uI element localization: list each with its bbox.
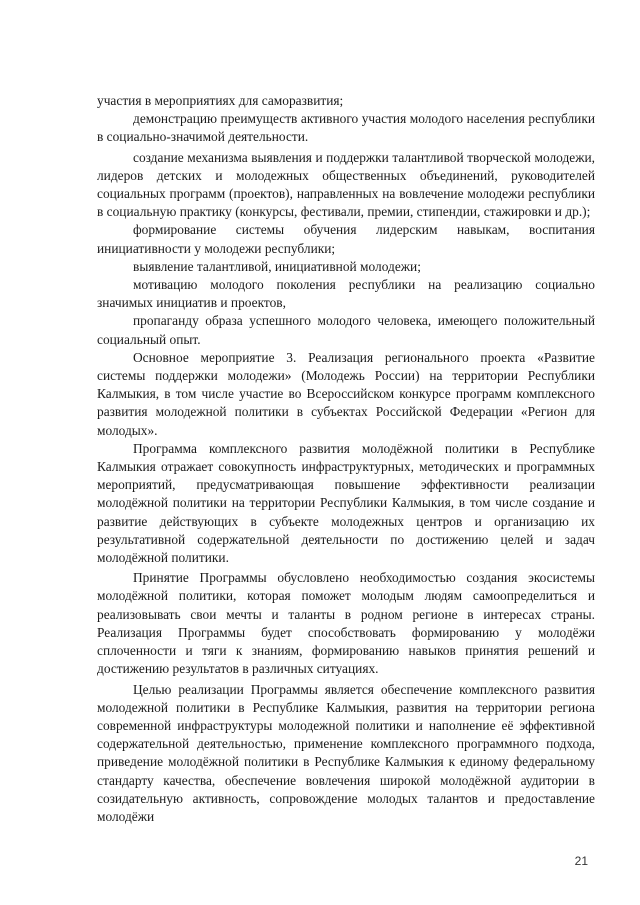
paragraph-main-activity: Основное мероприятие 3. Реализация регионального проекта «Развитие системы поддержки молодежи» (Молодежь России) на территории Республики Калмыкия, в том числе участие во Всероссийском конкурсе программ комплексного развития молодежной политики в субъектах Российской Федерации «Регион для молодых».	[97, 349, 595, 438]
paragraph-list-item: выявление талантливой, инициативной молодежи;	[133, 258, 421, 274]
paragraph-list-item: мотивацию молодого поколения республики на реализацию социально значимых инициатив и проектов,	[97, 277, 595, 311]
paragraph-adoption: Принятие Программы обусловлено необходимостью создания экосистемы молодёжной политики, которая поможет молодым людям самоопределиться и реализовывать свои мечты и таланты в родном регионе в интересах страны. Реализация Программы будет способствовать формированию у молодёжи сплоченности и тяги к знаниям, формированию навыков принятия решений и достижению результатов в различных ситуациях.	[97, 570, 595, 677]
paragraph-program: Программа комплексного развития молодёжной политики в Республике Калмыкия отражает совокупность инфраструктурных, методических и программных мероприятий, предусматривающая повышение эффективности реализации молодёжной политики на территории Республики Калмыкия, в том числе создание и развитие действующих в субъекте молодежных центров и организацию их результативной содержательной деятельности по достижению целей и задач молодёжной политики.	[97, 440, 595, 566]
paragraph-goal: Целью реализации Программы является обеспечение комплексного развития молодежной политики в Республике Калмыкия, развития на территории региона современной инфраструктуры молодежной политики и наполнение её эффективной содержательной деятельностью, применение комплексного программного подхода, приведение молодёжной политики в Республике Калмыкия к единому федеральному стандарту качества, обеспечение вовлечения широкой молодёжной аудитории в созидательную активность, сопровождение молодых талантов и предоставление молодёжи	[97, 681, 595, 824]
paragraph-list-item: формирование системы обучения лидерским навыкам, воспитания инициативности у молодежи республики;	[97, 222, 595, 256]
paragraph-continuation: участия в мероприятиях для саморазвития;	[97, 93, 344, 108]
document-page	[97, 92, 595, 826]
paragraph-list-item: создание механизма выявления и поддержки талантливой творческой молодежи, лидеров детских и молодежных общественных объединений, руководителей социальных программ (проектов), направленных на вовлечение молодежи республики в социальную практику (конкурсы, фестивали, премии, стипендии, стажировки и др.);	[97, 149, 595, 220]
paragraph-list-item: демонстрацию преимуществ активного участия молодого населения республики в социально-значимой деятельности.	[97, 111, 595, 145]
page-number: 21	[574, 854, 588, 868]
paragraph-list-item: пропаганду образа успешного молодого человека, имеющего положительный социальный опыт.	[97, 313, 595, 347]
